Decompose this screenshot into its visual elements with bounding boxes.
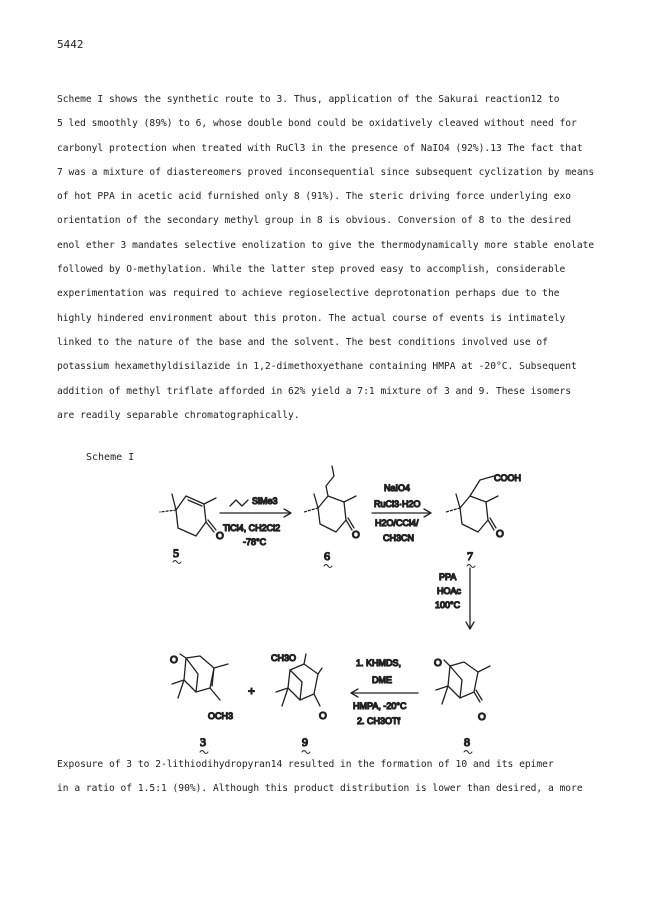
plus-sign: +	[248, 684, 256, 698]
condition-text: 2. CH3OTf	[357, 716, 401, 726]
group-oxo: O	[216, 531, 224, 542]
text-line: Exposure of 3 to 2-lithiodihydropyran14 resulted in the formation of 10 and its epimer	[57, 759, 554, 770]
text-line: highly hindered environment about this proton. The actual course of events is intimately	[57, 312, 566, 324]
text-line: Scheme I shows the synthetic route to 3. Thus, application of the Sakurai reaction12 to	[57, 94, 560, 105]
structure-3	[172, 654, 228, 700]
reagent-allylsilane: SiMe3	[252, 496, 278, 506]
structure-8	[436, 660, 490, 704]
compound-label: 9	[302, 735, 308, 749]
text-line: linked to the nature of the base and the solvent. The best conditions involved use of	[57, 336, 548, 348]
text-line: addition of methyl triflate afforded in 62% yield a 7:1 mixture of 3 and 9. These isomers	[57, 385, 572, 397]
group-oxo: O	[352, 530, 360, 541]
text-line: of hot PPA in acetic acid furnished only 8 (91%). The steric driving force underlying exo	[57, 191, 572, 203]
reaction-arrow	[351, 689, 418, 697]
group-ch3o: CH3O	[271, 653, 297, 663]
structure-9	[276, 654, 322, 706]
text-line: 7 was a mixture of diastereomers proved inconsequential since subsequent cyclization by means	[57, 166, 595, 178]
condition-text: DME	[372, 675, 392, 685]
text-line: followed by O-methylation. While the latter step proved easy to accomplish, considerable	[57, 264, 566, 276]
condition-text: NaIO4	[384, 483, 411, 493]
reaction-arrow	[372, 509, 431, 517]
text-line: 5 led smoothly (89%) to 6, whose double bond could be oxidatively cleaved without need for	[57, 118, 577, 130]
group-oxo: O	[434, 658, 442, 669]
compound-label: 6	[324, 549, 330, 563]
scheme-caption: Scheme I	[86, 452, 135, 463]
condition-text: -78°C	[243, 537, 267, 547]
structure-7	[446, 476, 498, 532]
text-line: potassium hexamethyldisilazide in 1,2-dimethoxyethane containing HMPA at -20°C. Subsequent	[57, 361, 577, 373]
paragraph-1	[57, 88, 617, 428]
text-line: in a ratio of 1.5:1 (90%). Although this product distribution is lower than desired, a more	[57, 783, 583, 795]
condition-text: RuCl3·H2O	[374, 499, 421, 509]
text-line: enol ether 3 mandates selective enolization to give the thermodynamically more stable enolate	[57, 239, 595, 251]
reaction-arrow	[466, 568, 474, 629]
compound-label: 8	[464, 735, 470, 749]
compound-label: 5	[173, 546, 179, 560]
condition-text: 1. KHMDS,	[356, 658, 402, 668]
condition-text: HOAc	[437, 586, 462, 596]
group-oxo: O	[496, 529, 504, 540]
condition-text: H2O/CCl4/	[375, 518, 419, 528]
structure-5	[160, 494, 216, 536]
compound-label: 7	[467, 549, 473, 563]
group-cooh: COOH	[494, 473, 521, 483]
condition-text: 100°C	[435, 600, 461, 610]
group-oxo: O	[478, 712, 486, 723]
page-number: 5442	[57, 38, 84, 51]
condition-text: CH3CN	[383, 533, 415, 543]
text-line: are readily separable chromatographically.	[57, 409, 300, 421]
condition-text: TiCl4, CH2Cl2	[223, 523, 281, 533]
group-oxo: O	[319, 711, 327, 722]
condition-text: HMPA, -20°C	[353, 701, 407, 711]
paragraph-2	[57, 753, 617, 802]
reaction-arrow	[220, 500, 291, 517]
text-line: orientation of the secondary methyl group in 8 is obvious. Conversion of 8 to the desired	[57, 215, 572, 227]
group-och3: OCH3	[208, 711, 234, 721]
text-line: carbonyl protection when treated with RuCl3 in the presence of NaIO4 (92%).13 The fact that	[57, 142, 583, 154]
condition-text: PPA	[439, 572, 457, 582]
structure-6	[304, 466, 356, 532]
compound-label: 3	[200, 735, 206, 749]
text-line: experimentation was required to achieve regioselective deprotonation perhaps due to the	[57, 288, 560, 300]
group-oxo: O	[170, 655, 178, 666]
